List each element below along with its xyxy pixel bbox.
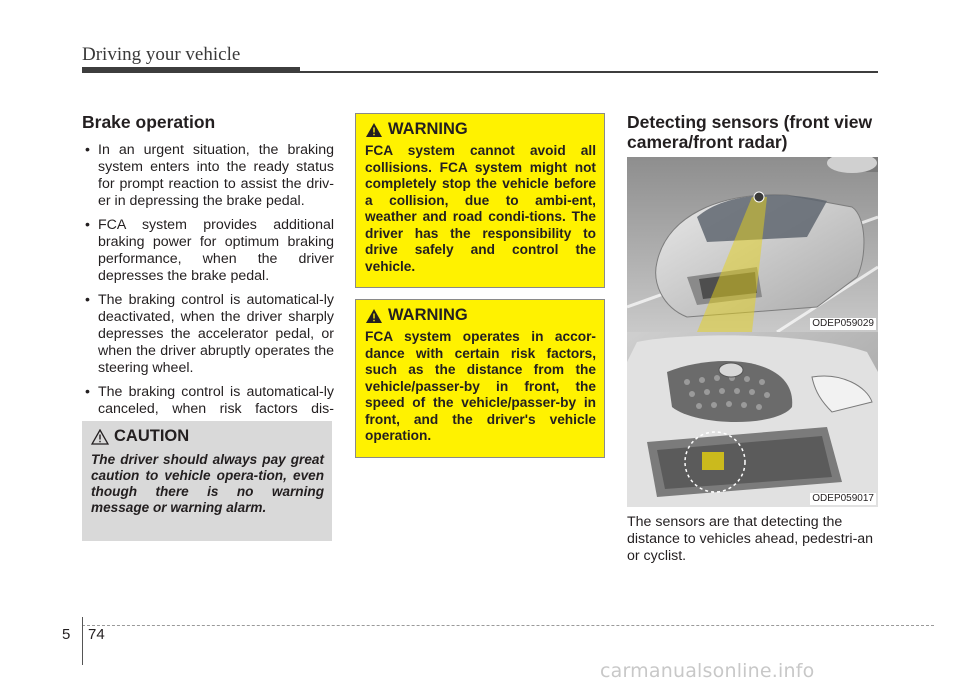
warning-2-title-row — [365, 306, 596, 325]
footer-rule — [82, 625, 934, 626]
warning-box-1 — [355, 113, 605, 288]
brake-operation-section — [82, 112, 334, 442]
page-number: 74 — [88, 626, 105, 643]
caution-text: The driver should always pay great caution to vehicle opera-tion, even though there is no warning message or warning alarm. — [91, 452, 324, 515]
warning-1-title: WARNING — [388, 120, 468, 138]
sensors-description: The sensors are that detecting the distance to vehicles ahead, pedestri-an or cyclist. — [627, 514, 874, 564]
header-accent-bar — [82, 67, 300, 73]
section-number: 5 — [62, 626, 71, 643]
brake-bullet-2: • FCA system provides additional braking power for optimum braking performance, when the driver depresses the brake pedal. — [82, 217, 334, 285]
sensors-heading-block — [627, 112, 879, 152]
warning-1-text: FCA system cannot avoid all collisions. FCA system might not completely stop the vehicle before a collision, due to ambi-ent, weather and road condi-tions. The driver has the responsibility to drive safely and control the vehicle. — [365, 143, 596, 274]
warning-triangle-icon — [365, 308, 383, 324]
footer-separator — [82, 617, 83, 665]
front-camera-figure — [627, 157, 878, 332]
brake-operation-heading: Brake operation — [82, 112, 216, 132]
caution-triangle-icon — [91, 429, 109, 445]
figure-2-code: ODEP059017 — [812, 493, 874, 504]
brake-bullet-3: • The braking control is automatical-ly deactivated, when the driver sharply depresses the accelerator pedal, or when the driver abruptly operates the steering wheel. — [82, 292, 334, 377]
warning-2-title: WARNING — [388, 306, 468, 324]
caution-title: CAUTION — [114, 427, 190, 445]
brake-bullet-1: • In an urgent situation, the braking system enters into the ready status for prompt reaction to assist the driv-er in depressing the brake pedal. — [82, 142, 334, 210]
sensors-heading — [627, 112, 879, 152]
header-rule — [300, 71, 878, 73]
caution-box — [82, 421, 332, 541]
figure-1-code: ODEP059029 — [812, 318, 874, 329]
brake-bullet-4: • The braking control is automatical-ly canceled, when risk factors dis- — [82, 384, 334, 435]
section-header-title: Driving your vehicle — [82, 44, 241, 65]
front-camera-illustration — [627, 157, 878, 332]
warning-box-2 — [355, 299, 605, 458]
warning-1-title-row — [365, 120, 596, 139]
front-radar-illustration — [627, 332, 878, 507]
brake-bullet-list — [82, 142, 334, 435]
front-radar-figure — [627, 332, 878, 507]
watermark: carmanualsonline.info — [600, 660, 815, 682]
sensors-heading-line-1: Detecting sensors (front view — [627, 112, 873, 132]
warning-triangle-icon — [365, 122, 383, 138]
sensors-heading-line-2: camera/front radar) — [627, 132, 788, 152]
warning-2-text: FCA system operates in accor-dance with certain risk factors, such as the distance from the vehicle/passer-by in front, the speed of the vehicle/passer-by in front, and the driver's vehicle operation. — [365, 329, 596, 443]
caution-title-row — [91, 427, 324, 446]
